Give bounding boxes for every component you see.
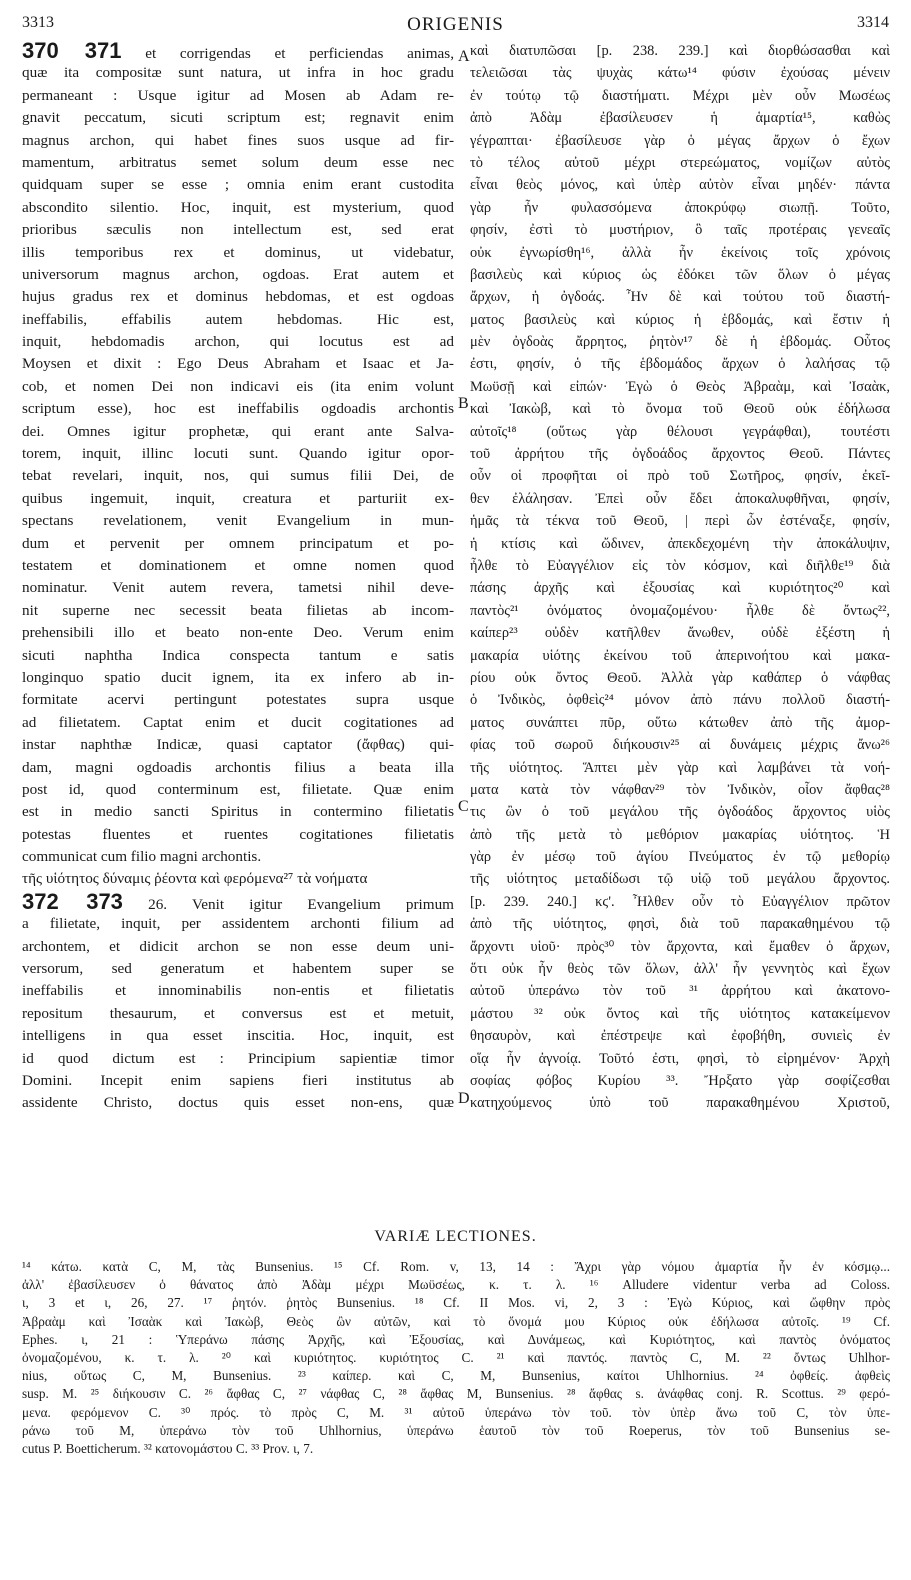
text-line: ἦλθε τὸ Εὐαγγέλιον εἰς τὸν κόσμον, καὶ διῆλθε¹⁹ διὰ: [470, 557, 890, 574]
margin-letter-c: C: [458, 798, 469, 815]
note-line: cutus P. Boetticherum. ³² κατονομάστου C. ³³ Prov. ι, 7.: [22, 1440, 314, 1456]
text-line: mamentum, arbitratus semet solum deum esse nec: [22, 153, 454, 171]
text-line: nominatur. Venit autem revera, tametsi nihil deve-: [22, 579, 454, 597]
text-line: γὰρ ἐν μέσῳ τοῦ ἁγίου Πνεύματος ἐν τῷ μεθορίῳ: [470, 849, 890, 866]
text-line: ὅτι οὐκ ἦν θεὸς τῶν ὅλων, ἀλλ' ἦν γεννητὸς καὶ ἔχων: [470, 961, 890, 978]
text-line: κατηχούμενος ὑπὸ τοῦ παρακαθημένου Χριστοῦ,: [470, 1095, 890, 1112]
text-line: assidente Christo, doctus quis esset non-ens, quæ: [22, 1094, 454, 1112]
text-line: hujus gradus rex et dominus hebdomas, et est ogdoas: [22, 288, 454, 306]
text-line: οὐκ ἐγνωρίσθη¹⁶, ἀλλὰ ἦν ἐκείνοις τοῖς χρόνοις: [470, 244, 890, 261]
text-line: ματος συνάπτει πῦρ, οὕτω κάτωθεν ἀπὸ τῆς ἀμορ-: [470, 714, 890, 731]
text-line: scriptum esse), hoc est ineffabilis ogdoadis archontis: [22, 400, 454, 418]
text-line: παντὸς²¹ ὀνόματος ὀνομαζομένου· ἦλθε δὲ ὄντως²²,: [470, 602, 890, 619]
text-line: καὶ Ἰακὼβ, καὶ τὸ ὄνομα τοῦ Θεοῦ οὐκ ἐδήλωσα: [470, 401, 890, 418]
text-line: ρίου οὐκ ὄντος Θεοῦ. Ἀλλὰ γὰρ καθάπερ ὁ νάφθας: [470, 669, 890, 686]
text-line: μὲν ὀγδοὰς ἄρρητος, ῥητὸν¹⁷ δὲ ἡ ἑβδομάς. Οὗτος: [470, 334, 890, 351]
text-line: longinquo spatio ducit ignem, ita ex infero ab in-: [22, 668, 454, 686]
text-line: πάσης ἀρχῆς καὶ ἐξουσίας καὶ κυριότητος²⁰ καὶ: [470, 580, 890, 597]
text-line: potestas fluentes et ruentes cogitationes filietatis: [22, 825, 454, 843]
text-line: τοῦ ἀρρήτου τῆς ὀγδοάδος ἄρχοντος Θεοῦ. Πάντες: [470, 446, 890, 463]
text-line: ματος βασιλεὺς καὶ κύριος ἡ ἑβδομάς, καὶ ἔστιν ἡ: [470, 311, 890, 328]
text-line: illis temporibus rex et dominus, ut videbatur,: [22, 243, 454, 261]
text-line: γὰρ ἦν φυλασσόμενα ἀποκρύφῳ σιωπῇ. Τοῦτο,: [470, 199, 890, 216]
text-line: οὖν οἱ προφῆται οἱ πρὸ τοῦ Σωτῆρος, φησίν, ἐκεῖ-: [470, 468, 890, 485]
text-line: ἄρχων, ἡ ὀγδοάς. Ἦν δὲ καὶ τούτου τοῦ διαστή-: [470, 289, 890, 306]
latin-column: [22, 40, 454, 1115]
note-line: Ephes. ι, 21 : Ὑπεράνω πάσης Ἀρχῆς, καὶ Ἐξουσίας, καὶ Δυνάμεως, καὶ Κυριότητος, καὶ παντὸς ὀνόματος: [22, 1331, 890, 1347]
text-line: γέγραπται· ἐβασίλευσε γὰρ ὁ μέγας ἄρχων ὁ ἔχων: [470, 132, 890, 149]
text-line: 370 371 et corrigendas et perficiendas animas,: [22, 40, 454, 63]
running-header: [22, 14, 889, 40]
text-line: quæ ita compositæ sunt natura, ut infra in hoc gradu: [22, 64, 454, 82]
greek-column: [470, 40, 890, 1115]
text-line: instar naphthæ Indicæ, quasi captator (ἄφθας) qui-: [22, 736, 454, 754]
text-line: universorum magnus archon, ogdoas. Erat autem et: [22, 265, 454, 283]
text-line: ἀπὸ Ἀδὰμ ἐβασίλευσεν ἡ ἁμαρτία¹⁵, καθὼς: [470, 110, 890, 127]
text-line: καὶ διατυπῶσαι [p. 238. 239.] καὶ διορθώσασθαι καὶ: [470, 43, 890, 59]
text-line: a filietate, inquit, per assidentem archonti filium ad: [22, 915, 454, 933]
note-line: Ἀβραὰμ καὶ Ἰσαὰκ καὶ Ἰακὼβ, Θεὸς ὢν αὐτῶν, καὶ τὸ ὄνομά μου Κύριος οὐκ ἐδήλωσα αὐτοῖς. ¹⁹ Cf.: [22, 1313, 890, 1329]
text-line: dam, magni ogdoadis archontis filius a beata illa: [22, 758, 454, 776]
text-line: ἀπὸ τῆς μετὰ τὸ μεθόριον μακαρίας υἱότητος. Ἡ: [470, 826, 890, 843]
text-line: τις ὢν ὁ τοῦ μεγάλου τῆς ὀγδοάδος ἄρχοντος υἱὸς: [470, 804, 890, 821]
two-column-text: [22, 40, 890, 1206]
text-line: ad filietatem. Captat enim et ducit cogitationes ad: [22, 713, 454, 731]
text-line: est in medio sancti Spiritus in contermino filietatis: [22, 803, 454, 821]
section-number: 372 373: [22, 890, 123, 914]
note-line: ι, 3 et ι, 26, 27. ¹⁷ ῥητόν. ῥητὸς Bunsenius. ¹⁸ Cf. II Mos. vi, 2, 3 : Ἐγὼ Κύριος, καὶ ὤφθην πρὸς: [22, 1295, 890, 1311]
text-line: Μωϋσῇ καὶ εἰπών· Ἐγὼ ὁ Θεὸς Ἀβραὰμ, καὶ Ἰσαὰκ,: [470, 378, 890, 395]
text-line: ἄρχοντι υἱοῦ· πρὸς³⁰ τὸν ἄρχοντα, καὶ ἔμαθεν ὁ ἄρχων,: [470, 938, 890, 955]
text-line: gnavit peccatum, sicuti scriptum est; regnavit enim: [22, 109, 454, 127]
text-line: φησίν, ἐστὶ τὸ μυστήριον, ὃ ταῖς προτέραις γενεαῖς: [470, 222, 890, 239]
page-number-left: 3313: [22, 14, 54, 31]
text-line: prioribus sæculis non intellectum est, sed erat: [22, 221, 454, 239]
text-line: ὁ Ἰνδικὸς, ὀφθεὶς²⁴ μόνον ἀπὸ πάνυ πολλοῦ διαστή-: [470, 692, 890, 709]
text-line: Moysen et dixit : Ego Deus Abraham et Isaac et Ja-: [22, 355, 454, 373]
text-line: ineffabilis et innominabilis non-entis et filietatis: [22, 982, 454, 1000]
margin-letter-b: B: [458, 395, 469, 412]
page-number-right: 3314: [857, 14, 889, 31]
text-line: τὸ τέλος αὐτοῦ μέχρι στερεώματος, νομίζων αὐτὸς: [470, 154, 890, 171]
text-line: id quod dictum est : Principium sapientiæ timor: [22, 1049, 454, 1067]
note-line: ὀνομαζομένου, κ. τ. λ. ²⁰ καὶ κυριότητος. κυριότητος C. ²¹ καὶ παντός. παντὸς C, M. ²² ὄντως Uhlhor-: [22, 1349, 890, 1365]
note-line: μενα. φερόμενον C. ³⁰ πρός. τὸ πρὸς C, M. ³¹ αὐτοῦ ὑπεράνω τὸν τοῦ. τὸν ὑπὲρ ἄνω τοῦ C, τὸν ὑπε-: [22, 1404, 890, 1420]
text-line: dei. Omnes igitur prophetæ, qui erant ante Salva-: [22, 422, 454, 440]
text-line: μάστου ³² οὐκ ὄντος καὶ τῆς υἱότητος κατακείμενον: [470, 1005, 890, 1022]
margin-letter-d: D: [458, 1090, 470, 1107]
text-line: communicat cum filio magni archontis.: [22, 848, 262, 866]
text-line: Domini. Incepit enim sapiens fieri institutus ab: [22, 1071, 454, 1089]
text-line: spectans revelationem, venit Evangelium in mun-: [22, 512, 454, 530]
text-line: θεν ἐλάλησαν. Ἐπεὶ οὖν ἔδει ἀποκαλυφθῆναι, φησίν,: [470, 490, 890, 507]
text-line: inquit, hebdomadis archon, qui locutus est ad: [22, 333, 454, 351]
text-line: σοφίας φόβος Κυρίου ³³. Ἤρξατο γὰρ σοφίζεσθαι: [470, 1072, 890, 1089]
note-line: ἀλλ' ἐβασίλευσεν ὁ θάνατος ἀπὸ Ἀδὰμ μέχρι Μωϋσέως, κ. τ. λ. ¹⁶ Alludere videntur verba ad Coloss.: [22, 1277, 890, 1293]
text-line: ματα κατὰ τὸν νάφθαν²⁹ τὸν Ἰνδικὸν, οἷον ἄφθας²⁸: [470, 781, 890, 798]
note-line: susp. M. ²⁵ διήκουσιν C. ²⁶ ἄφθας C, ²⁷ νάφθας C, ²⁸ ἄφθας M, Bunsenius. ²⁸ ἄφθας s. ἀνάφθας conj. R. Scottus. ²⁹ φερό-: [22, 1386, 890, 1402]
text-line: quibus ingemuit, inquit, creatura et parturiit ex-: [22, 489, 454, 507]
text-line: ἐν τούτῳ τῷ διαστήματι. Μέχρι μὲν οὖν Μωσέως: [470, 87, 890, 104]
text-line: καίπερ²³ οὐδὲν κατῆλθεν ἄνωθεν, οὐδὲ ἐξέστη ἡ: [470, 625, 890, 642]
text-line: τῆς υἱότητος μεταδίδωσι τῷ υἱῷ τοῦ μεγάλου ἄρχοντος.: [470, 871, 890, 888]
text-line: sicuti naphtha Indica conspecta tantum e satis: [22, 646, 454, 664]
text-line: τῆς υἱότητος δύναμις ῥέοντα καὶ φερόμενα²⁷ τὰ νοήματα: [22, 870, 368, 888]
note-line: nius, οὕτως C, M, Bunsenius. ²³ καίπερ. καὶ C, M, Bunsenius, καίτοι Uhlhornius. ²⁴ ὀφθείς. ἀφθεὶς: [22, 1368, 890, 1384]
text-line: permaneant : Usque igitur ad Mosen ab Adam re-: [22, 86, 454, 104]
text-line: torem, inquit, illinc locuti sunt. Quando igitur opor-: [22, 445, 454, 463]
critical-notes: [22, 1258, 890, 1458]
text-line: dum et pervenit per omnem principatum et po-: [22, 534, 454, 552]
text-line: ἐστι, φησίν, ὁ τῆς ἑβδομάδος ἄρχων ὁ λαλήσας τῷ: [470, 356, 890, 373]
text-line: [p. 239. 240.] κϛ'. Ἦλθεν οὖν τὸ Εὐαγγέλιον πρῶτον: [470, 893, 890, 910]
text-line: post id, quod conterminum est, filietate. Quæ enim: [22, 780, 454, 798]
variae-lectiones-heading: VARIÆ LECTIONES.: [374, 1228, 537, 1245]
text-line: αὐτοῦ ὑπεράνω τὸν τοῦ ³¹ ἀρρήτου καὶ ἀκατονο-: [470, 983, 890, 1000]
text-line: τῆς υἱότητος. Ἅπτει μὲν γὰρ καὶ λαμβάνει τὰ νοή-: [470, 759, 890, 776]
text-line: tebat revelari, inquit, nos, qui sumus filii Dei, de: [22, 467, 454, 485]
text-line: μακαρία υἱότης ἐκείνου τοῦ ἀπερινοήτου καὶ μακα-: [470, 647, 890, 664]
text-line: repositum thesaurum, et conversus est et metuit,: [22, 1004, 454, 1022]
section-number: 370 371: [22, 40, 122, 63]
margin-letter-a: A: [458, 48, 470, 65]
text-line: nit superne nec secessit beata filietas ab incom-: [22, 601, 454, 619]
text-line: magnus archon, qui habet fines suos usque ad fir-: [22, 131, 454, 149]
text-line: ἡ κτίσις καὶ ὤδινεν, ἀπεκδεχομένη τὴν ἀποκάλυψιν,: [470, 535, 890, 552]
running-title: ORIGENIS: [407, 14, 504, 35]
text-line: intelligens in qua esset inscitia. Hoc, inquit, est: [22, 1027, 454, 1045]
note-line: ράνω τοῦ M, ὑπεράνω τὸν τοῦ Uhlhornius, ὑπεράνω ἑαυτοῦ τὸν τοῦ Roeperus, τὸν τοῦ Bunsenius se-: [22, 1422, 890, 1438]
text-line: formitate acervi pertingunt potestates supra usque: [22, 691, 454, 709]
text-line: εἶναι θεὸς μόνος, καὶ ὑπὲρ αὐτὸν εἶναι μηδέν· πάντα: [470, 177, 890, 194]
text-line: τελειῶσαι τὰς ψυχὰς κάτω¹⁴ φύσιν ἐχούσας μένειν: [470, 65, 890, 82]
text-line: abscondito silentio. Hoc, inquit, est mysterium, quod: [22, 198, 454, 216]
text-line: archontem, et didicit archon se non esse deum uni-: [22, 937, 454, 955]
text-line: ἡμᾶς τὰ τέκνα τοῦ Θεοῦ, | περὶ ὧν ἐστέναξε, φησίν,: [470, 513, 890, 530]
text-line: testatem et dominationem et omne nomen quod: [22, 556, 454, 574]
text-line: 372 373 26. Venit igitur Evangelium primum: [22, 890, 454, 914]
text-line: prehensibili illo et beato non-ente Deo. Verum enim: [22, 624, 454, 642]
text-line: quidquam super se esse ; omnia enim erant custodita: [22, 176, 454, 194]
text-line: versorum, sed generatum et habentem super se: [22, 960, 454, 978]
note-line: ¹⁴ κάτω. κατὰ C, M, τὰς Bunsenius. ¹⁵ Cf. Rom. v, 13, 14 : Ἄχρι γὰρ νόμου ἁμαρτία ἦν ἐν κόσμῳ...: [22, 1259, 890, 1274]
text-line: βασιλεὺς καὶ κύριος ὡς ἐδόκει τῶν ὅλων ὁ μέγας: [470, 266, 890, 283]
text-line: cob, et nomen Dei non indicavi eis (ita enim volunt: [22, 377, 454, 395]
text-line: ineffabilis, effabilis autem hebdomas. Hic est,: [22, 310, 454, 328]
text-line: οἵᾳ ἦν ἀγνοίᾳ. Τοῦτό ἐστι, φησὶ, τὸ εἰρημένον· Ἀρχὴ: [470, 1050, 890, 1067]
text-line: θησαυρὸν, καὶ ἐπέστρεψε καὶ ἐφοβήθη, συνιεὶς ἐν: [470, 1028, 890, 1045]
text-line: ἀπὸ τῆς υἱότητος, φησὶ, διὰ τοῦ παρακαθημένου τῷ: [470, 916, 890, 933]
text-line: φίας τοῦ σωροῦ διήκουσιν²⁵ αἱ δυνάμεις μέχρις ἄνω²⁶: [470, 737, 890, 754]
text-line: αὐτοῖς¹⁸ (οὕτως γὰρ θέλουσι γεγράφθαι), τουτέστι: [470, 423, 890, 440]
